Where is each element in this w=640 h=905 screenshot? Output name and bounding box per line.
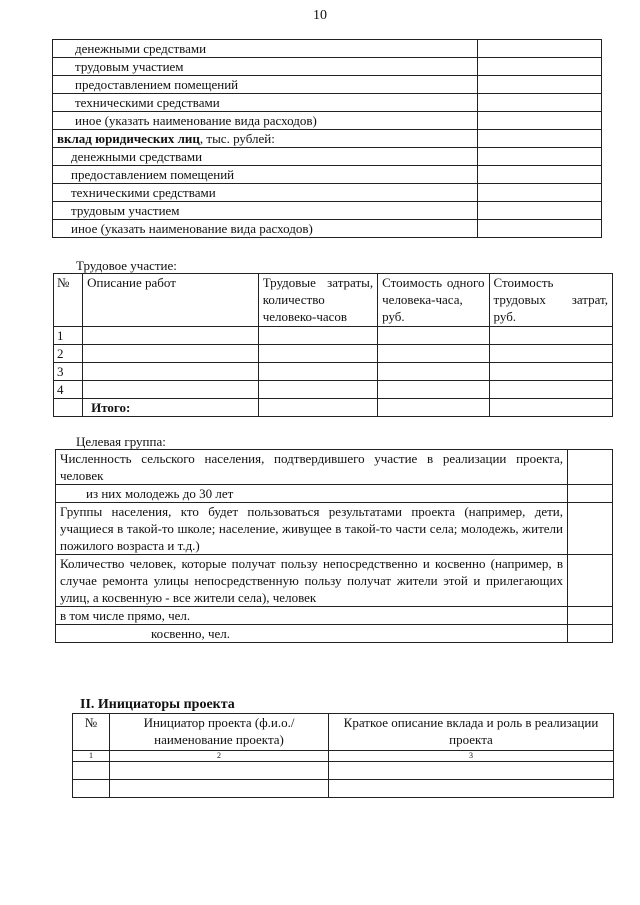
table-row bbox=[53, 58, 602, 76]
row-number: 2 bbox=[54, 345, 83, 363]
legal-entities-unit: , тыс. рублей: bbox=[199, 131, 275, 146]
cell[interactable] bbox=[83, 381, 259, 399]
cell bbox=[54, 399, 83, 417]
value-cell[interactable] bbox=[478, 130, 602, 148]
table-row bbox=[53, 148, 602, 166]
row-label: денежными средствами bbox=[53, 40, 478, 58]
value-cell[interactable] bbox=[478, 184, 602, 202]
header-labor-hours: Трудовые затраты, количество человеко-часов bbox=[258, 274, 377, 327]
cell[interactable] bbox=[489, 345, 612, 363]
cell[interactable] bbox=[378, 327, 489, 345]
value-cell[interactable] bbox=[568, 485, 613, 503]
header-hour-cost: Стоимость одного человека-часа, руб. bbox=[378, 274, 489, 327]
row-label: из них молодежь до 30 лет bbox=[56, 485, 568, 503]
table-row bbox=[56, 607, 613, 625]
section-title: II. Инициаторы проекта bbox=[80, 697, 235, 712]
table-row bbox=[56, 503, 613, 555]
cell[interactable] bbox=[329, 762, 614, 780]
cell[interactable] bbox=[258, 399, 377, 417]
table-row bbox=[54, 381, 613, 399]
cell[interactable] bbox=[73, 762, 110, 780]
initiators-table bbox=[72, 713, 614, 798]
header-contribution: Краткое описание вклада и роль в реализации проекта bbox=[329, 714, 614, 751]
table-row bbox=[54, 327, 613, 345]
cell[interactable] bbox=[83, 363, 259, 381]
row-number: 3 bbox=[54, 363, 83, 381]
row-label: иное (указать наименование вида расходов) bbox=[53, 112, 478, 130]
row-label: трудовым участием bbox=[53, 58, 478, 76]
cell[interactable] bbox=[83, 345, 259, 363]
table-row bbox=[53, 166, 602, 184]
value-cell[interactable] bbox=[478, 58, 602, 76]
value-cell[interactable] bbox=[568, 450, 613, 485]
table-row bbox=[53, 220, 602, 238]
total-row bbox=[54, 399, 613, 417]
row-label: предоставлением помещений bbox=[53, 76, 478, 94]
cell[interactable] bbox=[258, 381, 377, 399]
table-row bbox=[54, 363, 613, 381]
table-row bbox=[73, 780, 614, 798]
table-row bbox=[56, 555, 613, 607]
target-group-table bbox=[55, 449, 613, 643]
table-row bbox=[73, 762, 614, 780]
table-header-row bbox=[54, 274, 613, 327]
value-cell[interactable] bbox=[478, 40, 602, 58]
cell[interactable] bbox=[258, 345, 377, 363]
table-row bbox=[53, 94, 602, 112]
column-numbers-row bbox=[73, 751, 614, 762]
header-initiator: Инициатор проекта (ф.и.о./наименование проекта) bbox=[110, 714, 329, 751]
header-work-description: Описание работ bbox=[83, 274, 259, 327]
cell[interactable] bbox=[83, 327, 259, 345]
total-label: Итого: bbox=[83, 399, 259, 417]
value-cell[interactable] bbox=[568, 625, 613, 643]
legal-entities-heading: вклад юридических лиц bbox=[57, 131, 200, 146]
table-row bbox=[53, 184, 602, 202]
row-label: иное (указать наименование вида расходов) bbox=[53, 220, 478, 238]
table-row bbox=[54, 345, 613, 363]
cell[interactable] bbox=[110, 780, 329, 798]
target-caption: Целевая группа: bbox=[76, 434, 166, 449]
cell[interactable] bbox=[378, 345, 489, 363]
labor-table bbox=[53, 273, 613, 417]
row-label: трудовым участием bbox=[53, 202, 478, 220]
value-cell[interactable] bbox=[478, 220, 602, 238]
cell[interactable] bbox=[110, 762, 329, 780]
column-number: 2 bbox=[110, 751, 329, 762]
row-label: денежными средствами bbox=[53, 148, 478, 166]
header-labor-cost: Стоимость трудовых затрат, руб. bbox=[489, 274, 612, 327]
table-row bbox=[53, 40, 602, 58]
table-row bbox=[56, 625, 613, 643]
header-number: № bbox=[54, 274, 83, 327]
cell[interactable] bbox=[329, 780, 614, 798]
row-label: техническими средствами bbox=[53, 94, 478, 112]
table-row bbox=[53, 202, 602, 220]
table-row bbox=[53, 76, 602, 94]
value-cell[interactable] bbox=[478, 202, 602, 220]
table-row bbox=[56, 485, 613, 503]
row-label: техническими средствами bbox=[53, 184, 478, 202]
page-number: 10 bbox=[313, 8, 327, 23]
column-number: 1 bbox=[73, 751, 110, 762]
cell[interactable] bbox=[258, 363, 377, 381]
cell[interactable] bbox=[489, 363, 612, 381]
row-label-legal-entities bbox=[53, 130, 478, 148]
row-label: косвенно, чел. bbox=[56, 625, 568, 643]
table-row bbox=[53, 112, 602, 130]
contributions-table bbox=[52, 39, 602, 238]
cell[interactable] bbox=[489, 381, 612, 399]
table-row bbox=[56, 450, 613, 485]
value-cell[interactable] bbox=[568, 503, 613, 555]
header-number: № bbox=[73, 714, 110, 751]
cell[interactable] bbox=[378, 399, 489, 417]
cell[interactable] bbox=[489, 399, 612, 417]
value-cell[interactable] bbox=[478, 166, 602, 184]
table-header-row bbox=[73, 714, 614, 751]
value-cell[interactable] bbox=[478, 94, 602, 112]
row-label: Группы населения, кто будет пользоваться результатами проекта (например, дети, учащиеся в такой-то школе; население, живущее в такой-то части села; молодежь, жители пожилого возраста и т.д.) bbox=[56, 503, 568, 555]
column-number: 3 bbox=[329, 751, 614, 762]
row-label: Численность сельского населения, подтвердившего участие в реализации проекта, человек bbox=[56, 450, 568, 485]
row-number: 4 bbox=[54, 381, 83, 399]
row-label: предоставлением помещений bbox=[53, 166, 478, 184]
row-label: Количество человек, которые получат пользу непосредственно и косвенно (например, в случае ремонта улицы непосредственную пользу получат жители этой и прилегающих улиц, а косвенную - все жители села), человек bbox=[56, 555, 568, 607]
cell[interactable] bbox=[378, 381, 489, 399]
row-label: в том числе прямо, чел. bbox=[56, 607, 568, 625]
cell[interactable] bbox=[73, 780, 110, 798]
value-cell[interactable] bbox=[478, 148, 602, 166]
value-cell[interactable] bbox=[568, 555, 613, 607]
value-cell[interactable] bbox=[478, 112, 602, 130]
cell[interactable] bbox=[489, 327, 612, 345]
cell[interactable] bbox=[258, 327, 377, 345]
table-row bbox=[53, 130, 602, 148]
value-cell[interactable] bbox=[568, 607, 613, 625]
cell[interactable] bbox=[378, 363, 489, 381]
row-number: 1 bbox=[54, 327, 83, 345]
labor-caption: Трудовое участие: bbox=[76, 258, 177, 273]
value-cell[interactable] bbox=[478, 76, 602, 94]
